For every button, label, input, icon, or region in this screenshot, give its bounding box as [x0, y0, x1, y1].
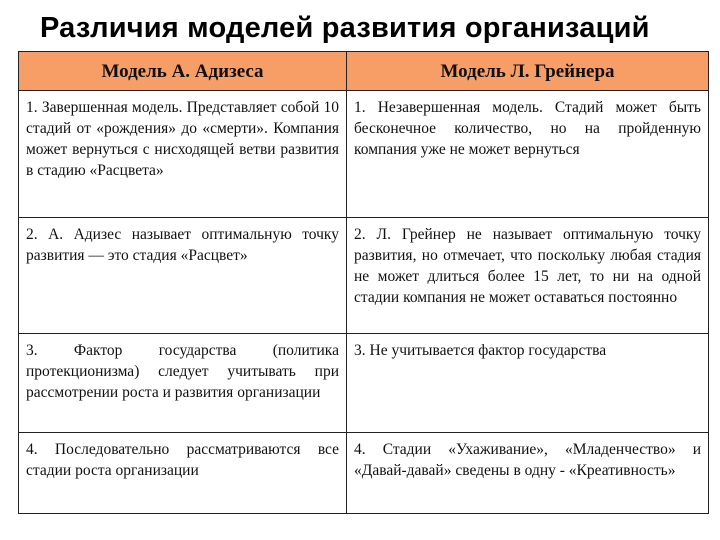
table-row	[19, 334, 709, 433]
adizes-cell: 3. Фактор государства (политика протекционизма) следует учитывать при рассмотрении роста и развития организации	[19, 334, 347, 433]
page-title: Различия моделей развития организаций	[40, 12, 650, 44]
greiner-cell: 2. Л. Грейнер не называет оптимальную точку развития, но отмечает, что поскольку любая стадия не может длиться более 15 лет, то ни на одной стадии компания не может оставаться постоянно	[347, 218, 709, 334]
table-row	[19, 91, 709, 218]
greiner-cell: 4. Стадии «Ухаживание», «Младенчество» и «Давай-давай» сведены в одну - «Креативность»	[347, 433, 709, 514]
table-row	[19, 218, 709, 334]
table-header-row	[19, 52, 709, 91]
adizes-cell: 4. Последовательно рассматриваются все стадии роста организации	[19, 433, 347, 514]
header-adizes: Модель А. Адизеса	[19, 52, 347, 91]
greiner-cell: 3. Не учитывается фактор государства	[347, 334, 709, 433]
header-greiner: Модель Л. Грейнера	[347, 52, 709, 91]
adizes-cell: 1. Завершенная модель. Представляет собой 10 стадий от «рождения» до «смерти». Компания может вернуться с нисходящей ветви развития в стадию «Расцвета»	[19, 91, 347, 218]
table-row	[19, 433, 709, 514]
adizes-cell: 2. А. Адизес называет оптимальную точку развития — это стадия «Расцвет»	[19, 218, 347, 334]
comparison-table	[18, 51, 709, 514]
greiner-cell: 1. Незавершенная модель. Стадий может быть бесконечное количество, но на пройденную компания уже не может вернуться	[347, 91, 709, 218]
